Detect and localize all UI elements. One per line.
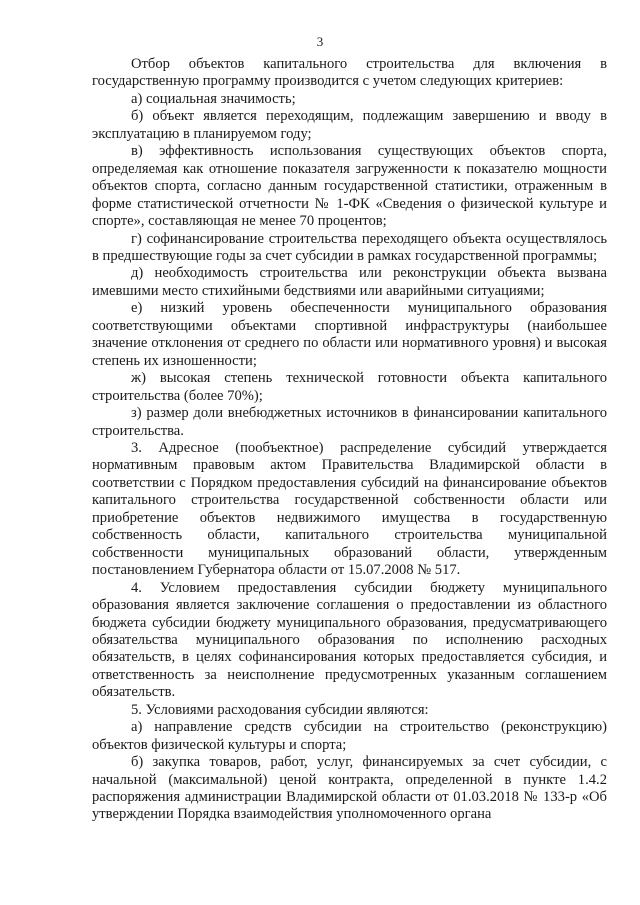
paragraph-section-5: 5. Условиями расходования субсидии являются: <box>131 701 429 718</box>
paragraph-condition-a: а) направление средств субсидии на строительство (реконструкцию) объектов физической культуры и спорта; <box>92 719 607 753</box>
paragraph-criterion-d: д) необходимость строительства или реконструкции объекта вызвана имевшими место стихийными бедствиями или аварийными ситуациями; <box>92 265 607 299</box>
paragraph-criterion-zh: ж) высокая степень технической готовности объекта капитального строительства (более 70%); <box>92 370 607 404</box>
paragraph-section-3: 3. Адресное (пообъектное) распределение субсидий утверждается нормативным правовым актом Правительства Владимирской области в соответствии с Порядком предоставления субсидий на финансирование объектов капитального строительства государственной собственности области или приобретение объектов недвижимого имущества в государственную собственность области, капитального строительства муниципальной собственности муниципальных образований области, утвержденным постановлением Губернатора области от 15.07.2008 № 517. <box>92 439 607 579</box>
paragraph-criterion-b: б) объект является переходящим, подлежащим завершению и вводу в эксплуатацию в планируемом году; <box>92 108 607 142</box>
paragraph-criterion-g: г) софинансирование строительства переходящего объекта осуществлялось в предшествующие годы за счет субсидии в рамках государственной программы; <box>92 230 607 264</box>
paragraph-criterion-a: а) социальная значимость; <box>131 90 296 107</box>
paragraph-criterion-z: з) размер доли внебюджетных источников в финансировании капитального строительства. <box>92 405 607 439</box>
paragraph-selection-intro: Отбор объектов капитального строительства для включения в государственную программу производится с учетом следующих критериев: <box>92 56 607 90</box>
paragraph-criterion-v: в) эффективность использования существующих объектов спорта, определяемая как отношение показателя загруженности к показателю мощности объектов спорта, согласно данным государственной статистики, отраженным в форме статистической отчетности № 1-ФК «Сведения о физической культуре и спорте», составляющая не менее 70 процентов; <box>92 143 607 230</box>
paragraph-section-4: 4. Условием предоставления субсидии бюджету муниципального образования является заключение соглашения о предоставлении из областного бюджета субсидии бюджету муниципального образования, предусматривающего обязательства муниципального образования по исполнению расходных обязательств, в целях софинансирования которых предоставляется субсидия, и ответственность за неисполнение предусмотренных указанным соглашением обязательств. <box>92 579 607 701</box>
page-number: 3 <box>316 34 324 49</box>
paragraph-condition-b: б) закупка товаров, работ, услуг, финансируемых за счет субсидии, с начальной (максимальной) ценой контракта, определенной в пункте 1.4.2 распоряжения администрации Владимирской области от 01.03.2018 № 133-р «Об утверждении Порядка взаимодействия уполномоченного органа <box>92 754 607 823</box>
document-body <box>92 56 607 824</box>
paragraph-criterion-e: е) низкий уровень обеспеченности муниципального образования соответствующими объектами спортивной инфраструктуры (наибольшее значение отклонения от среднего по области или нормативного уровня) и высокая степень их изношенности; <box>92 300 607 369</box>
